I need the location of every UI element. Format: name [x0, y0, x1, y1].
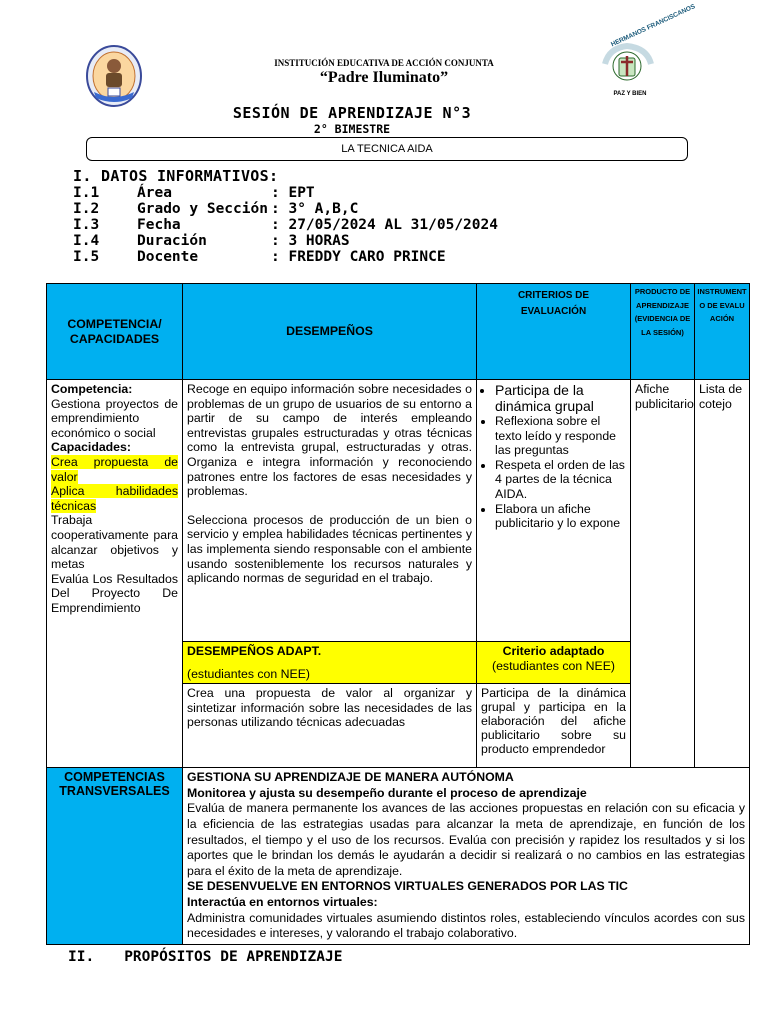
desempenos-adapt-title: DESEMPEÑOS ADAPT.: [187, 644, 322, 658]
desempenos-adapt-text: Crea una propuesta de valor al organizar y sintetizar información sobre las necesidades de las personas utilizando técnicas adecuadas: [183, 684, 477, 768]
row-num: I.1: [73, 185, 100, 201]
datos-heading: I. DATOS INFORMATIVOS:: [73, 167, 279, 185]
transversal-subtitle: Interactúa en entornos virtuales:: [187, 894, 378, 909]
learning-table: [46, 283, 750, 945]
competencia-text: Gestiona proyectos de emprendimiento económico o social: [51, 396, 178, 440]
transversal-title: GESTIONA SU APRENDIZAJE DE MANERA AUTÓNOMA: [187, 770, 514, 785]
row-label: Área: [137, 185, 172, 201]
header-desempenos: DESEMPEÑOS: [183, 284, 477, 380]
producto-cell: Afiche publicitario: [631, 380, 695, 768]
topic-box: [86, 137, 688, 161]
criterio-adapt-text: Participa de la dinámica grupal y participa en la elaboración del afiche publicitario sobre su producto emprendedor: [477, 684, 631, 768]
transversal-text: Evalúa de manera permanente los avances de las acciones propuestas en relación con su eficacia y la eficiencia de las estrategias usadas para alcanzar la meta de aprendizaje, en función de los resultados, el tiempo y el uso de los recursos. Evalúa con precisión y rapidez los resultados y si los aportes que le brindan los demás le ayudarán a decidir si realizará o no cambios en las estrategias para el éxito de la meta de aprendizaje.: [187, 801, 745, 878]
row-num: I.3: [73, 217, 100, 233]
row-value: : 3 HORAS: [271, 233, 350, 249]
instrumento-cell: Lista de cotejo: [695, 380, 750, 768]
criterio-adapt-sub: (estudiantes con NEE): [491, 658, 616, 673]
desempenos-cell: [183, 380, 477, 642]
row-label: Duración: [137, 233, 207, 249]
transversales-cell: [183, 768, 750, 945]
row-value: : FREDDY CARO PRINCE: [271, 249, 446, 265]
header-criterios: CRITERIOS DE EVALUACIÓN: [477, 284, 631, 380]
propositos-heading: [68, 949, 342, 965]
capacidad-item: Trabaja cooperativamente para alcanzar objetivos y metas: [51, 513, 178, 572]
logo-text-bottom: PAZ Y BIEN: [613, 91, 647, 97]
institution-name: INSTITUCIÓN EDUCATIVA DE ACCIÓN CONJUNTA: [274, 58, 494, 68]
row-value: : 27/05/2024 AL 31/05/2024: [271, 217, 498, 233]
transversal-text: Administra comunidades virtuales asumiendo distintos roles, estableciendo vínculos acordes con sus necesidades e intereses, y valorando el trabajo colaborativo.: [187, 910, 745, 941]
transversales-label: COMPETENCIAS TRANSVERSALES: [47, 768, 183, 945]
school-name: “Padre Iluminato”: [319, 69, 449, 86]
row-num: I.5: [73, 249, 100, 265]
row-label: Grado y Sección: [137, 201, 268, 217]
criterio-item: • Participa de la dinámica grupal: [495, 382, 626, 414]
row-label: Docente: [137, 249, 199, 265]
propositos-num: II.: [68, 949, 95, 965]
row-num: I.2: [73, 201, 100, 217]
criterio-item: • Reflexiona sobre el texto leído y responde las preguntas: [495, 414, 626, 458]
criterio-item: • Respeta el orden de las 4 partes de la técnica AIDA.: [495, 458, 626, 502]
session-title: SESIÓN DE APRENDIZAJE N°3: [232, 104, 472, 122]
criterio-item: • Elabora un afiche publicitario y lo expone: [495, 502, 626, 531]
row-value: : EPT: [271, 185, 315, 201]
transversal-title: SE DESENVUELVE EN ENTORNOS VIRTUALES GENERADOS POR LAS TIC: [187, 879, 628, 894]
logo-text-top: HERMANOS FRANCISCANOS: [610, 3, 697, 49]
criterio-adapt-cell: [477, 642, 631, 684]
desempeno-paragraph: Selecciona procesos de producción de un bien o servicio y emplea habilidades técnicas pertinentes y las implementa siendo responsable con el ambiente usando sosteniblemente los recursos naturales y aplicando normas de seguridad en el trabajo.: [187, 512, 472, 586]
competencia-cell: [47, 380, 183, 768]
desempenos-adapt-cell: [183, 642, 477, 684]
capacidad-item: Crea propuesta de valor: [51, 454, 178, 484]
capacidades-label: Capacidades:: [51, 440, 131, 455]
topic-label: LA TECNICA AIDA: [341, 143, 433, 155]
row-num: I.4: [73, 233, 100, 249]
criterios-cell: [477, 380, 631, 642]
transversal-subtitle: Monitorea y ajusta su desempeño durante el proceso de aprendizaje: [187, 785, 587, 800]
row-value: : 3° A,B,C: [271, 201, 359, 217]
bimester: 2° BIMESTRE: [313, 122, 391, 136]
header-competencia: COMPETENCIA/ CAPACIDADES: [47, 284, 183, 380]
criterio-adapt-title: Criterio adaptado: [502, 644, 605, 658]
desempenos-adapt-sub: (estudiantes con NEE): [187, 666, 311, 681]
propositos-title: PROPÓSITOS DE APRENDIZAJE: [124, 949, 343, 965]
header-producto: PRODUCTO DE APRENDIZAJE (EVIDENCIA DE LA SESIÓN): [631, 284, 695, 380]
row-label: Fecha: [137, 217, 181, 233]
criterios-list: [481, 382, 626, 531]
capacidad-item: Aplica habilidades técnicas: [51, 484, 178, 513]
desempeno-paragraph: Recoge en equipo información sobre necesidades o problemas de un grupo de usuarios de su entorno a partir de su campo de interés empleando entrevistas grupales estructuradas y otras técnicas como la entrevista grupal, estructuradas y otras. Organiza e integra información y reconociendo patrones entre los factores de esas necesidades y problemas.: [187, 382, 472, 499]
capacidad-item: Evalúa Los Resultados Del Proyecto De Emprendimiento: [51, 571, 178, 615]
header-instrumento: INSTRUMENTO DE EVALUACIÓN: [695, 284, 750, 380]
competencia-label: Competencia:: [51, 382, 133, 396]
